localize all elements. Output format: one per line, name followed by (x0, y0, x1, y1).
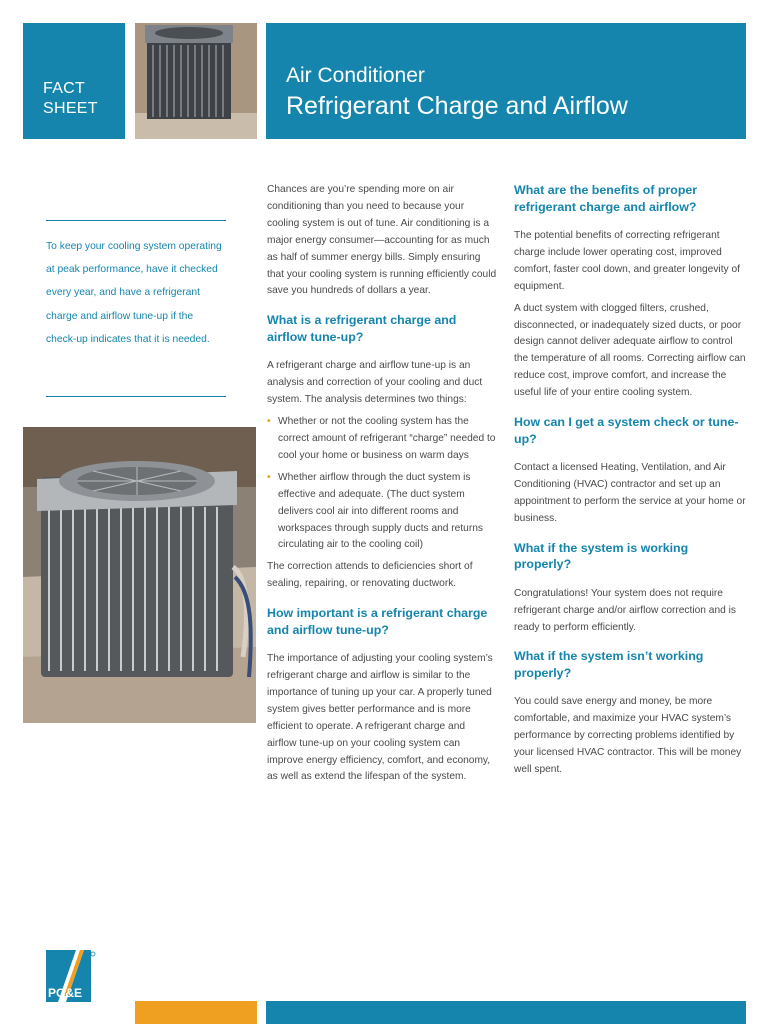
pge-logo (46, 950, 96, 1002)
callout-text: To keep your cooling system operating at peak performance, have it checked every year, and have a refrigerant charge and airflow tune-up if the check-up indicates that it is needed. (46, 241, 222, 345)
section-heading: How can I get a system check or tune-up? (514, 415, 739, 446)
callout-bottom-divider (46, 396, 226, 397)
sheet-label: SHEET (43, 100, 98, 117)
paragraph: The potential benefits of correcting refrigerant charge include lower operating cost, improved comfort, faster cool down, and greater longevity of equipment. (514, 230, 740, 292)
paragraph: The importance of adjusting your cooling system’s refrigerant charge and airflow is similar to the importance of tuning up your car. A properly tuned system gives better performance and is more efficient to operate. A refrigerant charge and airflow tune-up on your cooling system can improve energy efficiency, comfort, and economy, as well as extend the lifespan of the system. (267, 653, 493, 783)
bullet-list (267, 414, 497, 554)
paragraph: A refrigerant charge and airflow tune-up is an analysis and correction of your cooling and duct system. The analysis determines two things: (267, 360, 483, 406)
list-item-text: Whether or not the cooling system has the correct amount of refrigerant “charge” needed to cool your home or business on warm days (278, 416, 496, 461)
title-banner (266, 23, 746, 139)
section-heading: What if the system isn’t working properly? (514, 649, 704, 680)
bullet-icon: • (267, 471, 271, 483)
fact-sheet-label-box (23, 23, 125, 139)
list-item (267, 470, 497, 555)
paragraph: A duct system with clogged filters, crushed, disconnected, or inadequately sized ducts, or poor design cannot deliver adequate airflow to control the temperature of all rooms. Correcting airflow can reduce cost, improve comfort, and increase the useful life of your entire cooling system. (514, 302, 746, 399)
section-heading: What are the benefits of proper refrigerant charge and airflow? (514, 183, 698, 214)
footer-accent-bar (135, 1001, 257, 1024)
section-heading: What if the system is working properly? (514, 540, 689, 572)
section-heading: What is a refrigerant charge and airflow tune-up? (267, 313, 457, 344)
paragraph: Contact a licensed Heating, Ventilation, and Air Conditioning (HVAC) contractor and set up an appointment to perform the service at your home or business. (514, 462, 746, 524)
footer-bar (266, 1001, 746, 1024)
bullet-icon: • (267, 416, 271, 428)
list-item-text: Whether airflow through the duct system is effective and adequate. (The duct system delivers cool air into different rooms and workspaces through supply ducts and returns circulating air to the cooling coil) (278, 471, 483, 551)
fact-sheet-label (43, 79, 98, 119)
callout-top-divider (46, 220, 226, 221)
paragraph: The correction attends to deficiencies short of sealing, repairing, or renovating ductwork. (267, 561, 473, 590)
main-column-right (514, 182, 746, 784)
section-heading: How important is a refrigerant charge and airflow tune-up? (267, 606, 488, 637)
intro-paragraph: Chances are you’re spending more on air conditioning than you need to because your cooling system is out of tune. Air conditioning is a major energy consumer—accounting for as much as half of summer energy bills. Simply ensuring that your cooling system is running efficiently could save you hundreds of dollars a year. (267, 184, 497, 297)
page-title: Refrigerant Charge and Airflow (286, 92, 628, 120)
paragraph: Congratulations! Your system does not require refrigerant charge and/or airflow correction and is ready to perform efficiently. (514, 587, 736, 633)
list-item (267, 414, 497, 465)
header-ac-unit-photo (135, 23, 257, 139)
main-column-left (267, 182, 497, 791)
ac-unit-photo (23, 427, 256, 723)
fact-label: FACT (43, 80, 86, 97)
paragraph: You could save energy and money, be more comfortable, and maximize your HVAC system’s performance by correcting problems identified by your licensed HVAC contractor. This will be money well spent. (514, 696, 742, 776)
logo-text: PG&E (48, 986, 83, 1000)
page-subtitle: Air Conditioner (286, 64, 425, 87)
